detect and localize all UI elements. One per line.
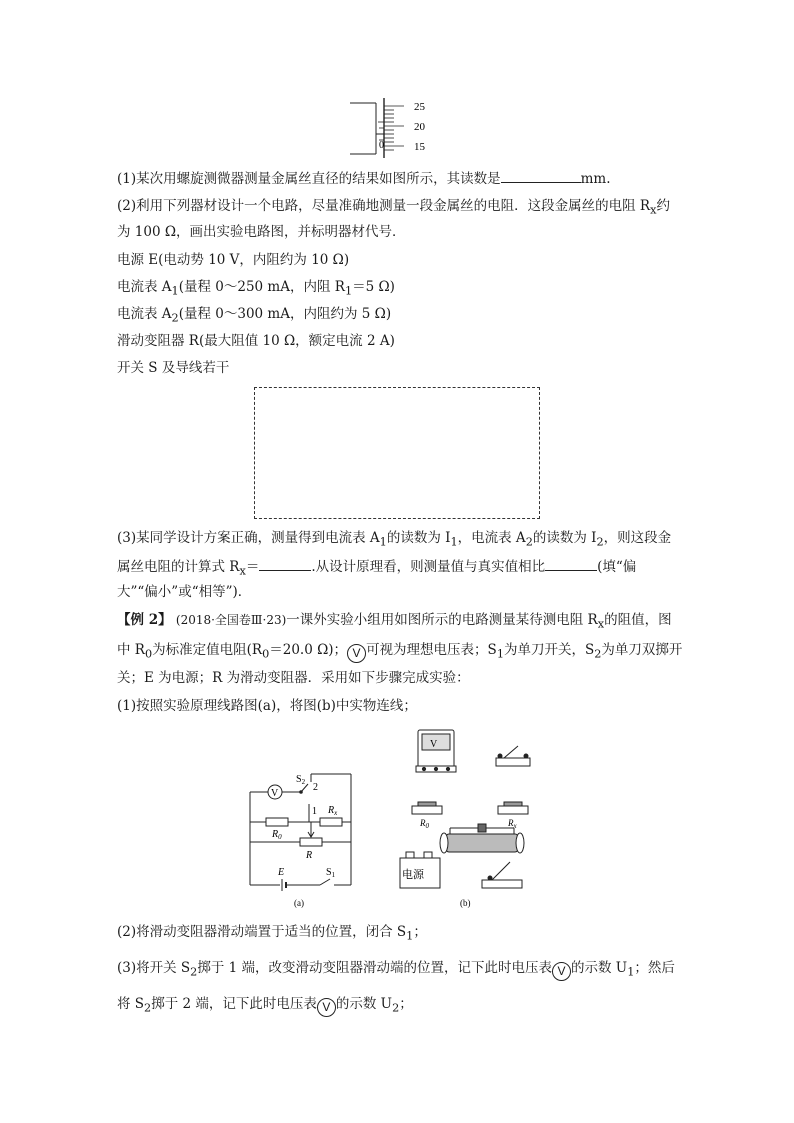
q2-line1: (2)利用下列器材设计一个电路，尽量准确地测量一段金属丝的电阻．这段金属丝的电阻 R (117, 198, 651, 214)
step4c: 的示数 U (335, 996, 393, 1012)
q3-compare-blank[interactable] (545, 556, 597, 571)
circuit-a-s2 (296, 774, 306, 786)
apparatus-rx-sub: x (513, 822, 517, 830)
ex-l2s2: 0 (262, 647, 270, 661)
ex-l1s: x (597, 617, 605, 631)
q3-l1s4: 2 (596, 535, 604, 549)
example-source: (2018·全国卷Ⅲ·23) (175, 613, 287, 627)
a2-sub: 2 (171, 311, 179, 325)
step2s: 1 (406, 929, 414, 943)
a1-a: 电流表 A (117, 279, 172, 295)
a2-b: (量程 0～300 mA，内阻约为 5 Ω) (178, 306, 392, 322)
step3a: (3)将开关 S (117, 960, 191, 976)
apparatus-voltmeter-label: V (430, 739, 438, 750)
voltmeter-icon: V (347, 644, 366, 663)
q3-l1s3: 2 (525, 535, 533, 549)
circuit-a-rx (327, 805, 338, 817)
micrometer-label-20: 20 (414, 121, 425, 133)
step4s2: 2 (392, 1001, 400, 1015)
example-2-line-2 (117, 640, 682, 665)
ex-l2s3: 1 (496, 647, 504, 661)
micrometer-drawing (350, 98, 440, 160)
step4a: 将 S (117, 996, 145, 1012)
question-2-line-2: 为 100 Ω，画出实验电路图，并标明器材代号． (117, 224, 406, 240)
equipment-rheostat: 滑动变阻器 R(最大阻值 10 Ω，额定电流 2 A) (117, 333, 395, 349)
apparatus-r0-sub: 0 (425, 822, 429, 830)
a1-b: (量程 0～250 mA，内阻 R (178, 279, 345, 295)
circuit-a-r0-sub: 0 (278, 833, 282, 841)
circuit-a-voltmeter: V (271, 788, 279, 799)
step2a: (2)将滑动变阻器滑动端置于适当的位置，闭合 S (117, 924, 407, 940)
a1-c: ＝5 Ω) (352, 279, 395, 295)
apparatus-r0-main: R (420, 818, 426, 828)
ex-l2b: 为标准定值电阻(R (152, 642, 263, 658)
circuit-a-terminal-1: 1 (312, 806, 317, 817)
micrometer-label-0: 0 (379, 140, 384, 151)
q3-l1a: (3)某同学设计方案正确，测量得到电流表 A (117, 530, 380, 546)
apparatus-figure-b (398, 726, 538, 912)
circuit-a-r0 (271, 829, 282, 841)
q3-l2b: ＝ (245, 559, 260, 575)
voltmeter-icon: V (317, 998, 336, 1017)
ex-l2s1: 0 (144, 647, 153, 661)
apparatus-b-drawing (398, 726, 538, 912)
micrometer-label-15: 15 (414, 141, 425, 153)
equipment-switch: 开关 S 及导线若干 (117, 360, 230, 376)
circuit-a-e: E (278, 867, 285, 878)
apparatus-rx-main: R (508, 818, 514, 828)
a2-a: 电流表 A (117, 306, 172, 322)
apparatus-power-label: 电源 (402, 868, 424, 881)
circuit-a-terminal-2: 2 (313, 782, 318, 793)
circuit-a-s1-sub: 1 (331, 871, 336, 879)
circuit-drawing-area[interactable] (254, 387, 540, 519)
apparatus-caption: (b) (460, 898, 471, 908)
q3-l2a: 属丝电阻的计算式 R (117, 559, 240, 575)
ex-l1b: 的阻值，图 (604, 612, 672, 628)
micrometer-figure (350, 98, 440, 160)
circuit-a-s2-sub: 2 (301, 778, 306, 786)
q1-unit: mm. (580, 171, 611, 187)
micrometer-label-25: 25 (414, 101, 425, 113)
ex-l2s4: 2 (594, 647, 602, 661)
circuit-a-s2-main: S (296, 774, 302, 785)
a1-sub: 1 (171, 284, 179, 298)
question-3-line-3: 大”“偏小”或“相等”)． (117, 584, 252, 600)
step4d: ； (399, 996, 413, 1012)
question-2-line-1 (117, 196, 670, 221)
step3s2: 1 (627, 965, 635, 979)
example-2-step-1: (1)按照实验原理线路图(a)，将图(b)中实物连线； (117, 698, 417, 714)
q3-l1b: 的读数为 I (386, 530, 451, 546)
voltmeter-icon: V (552, 962, 571, 981)
q1-answer-blank[interactable] (501, 168, 581, 183)
ex-l2d: 可视为理想电压表；S (366, 642, 497, 658)
q3-l2c: .从设计原理看，则测量值与真实值相比 (311, 559, 546, 575)
circuit-a-s1-main: S (326, 867, 332, 878)
step4b: 掷于 2 端，记下此时电压表 (151, 996, 317, 1012)
q2-line1-sub: x (650, 203, 657, 217)
q3-l1s1: 1 (379, 535, 387, 549)
circuit-diagram-a (248, 760, 408, 908)
ex-l2c: ＝20.0 Ω)； (269, 642, 348, 658)
step2b: ； (413, 924, 427, 940)
apparatus-r0-label (419, 818, 430, 830)
step3s1: 2 (190, 965, 198, 979)
ex-l1a: 一课外实验小组用如图所示的电路测量某待测电阻 R (286, 612, 598, 628)
q3-l2s: x (239, 564, 246, 578)
equipment-source: 电源 E(电动势 10 V，内阻约为 10 Ω) (117, 252, 350, 268)
example-tag: 【例 2】 (117, 612, 172, 628)
circuit-a-s1 (326, 867, 336, 879)
q3-formula-blank[interactable] (259, 556, 311, 571)
q2-line1-end: 约 (656, 198, 670, 214)
example-2-step-2 (117, 922, 427, 947)
q3-l1d: 的读数为 I (532, 530, 597, 546)
step3d: ；然后 (634, 960, 675, 976)
ex-l2a: 中 R (117, 642, 145, 658)
example-2-line-3: 关；E 为电源；R 为滑动变阻器．采用如下步骤完成实验： (117, 670, 470, 686)
q3-l1e: ，则这段金 (603, 530, 672, 546)
circuit-a-rx-sub: x (334, 809, 338, 817)
q3-l2d: (填“偏 (597, 559, 637, 575)
a1-sub2: 1 (344, 284, 353, 298)
question-3-line-2 (117, 556, 636, 582)
circuit-a-drawing (248, 760, 408, 908)
example-2-line-1 (117, 610, 672, 635)
ex-l2e: 为单刀开关，S (503, 642, 595, 658)
equipment-ammeter-2 (117, 304, 391, 329)
step4s1: 2 (144, 1001, 152, 1015)
example-2-step-4 (117, 994, 413, 1019)
q3-l1c: ，电流表 A (457, 530, 526, 546)
circuit-a-r0-main: R (272, 829, 279, 840)
ex-l2f: 为单刀双掷开 (601, 642, 683, 658)
question-1 (117, 168, 611, 189)
circuit-a-r: R (306, 850, 313, 861)
step3b: 掷于 1 端，改变滑动变阻器滑动端的位置，记下此时电压表 (197, 960, 553, 976)
q3-l1s2: 1 (450, 535, 458, 549)
circuit-a-rx-main: R (328, 805, 335, 816)
example-2-step-3 (117, 958, 675, 983)
q1-text: (1)某次用螺旋测微器测量金属丝直径的结果如图所示，其读数是 (117, 171, 501, 187)
equipment-ammeter-1 (117, 277, 395, 302)
circuit-a-caption: (a) (294, 898, 304, 908)
question-3-line-1 (117, 528, 671, 553)
step3c: 的示数 U (571, 960, 628, 976)
